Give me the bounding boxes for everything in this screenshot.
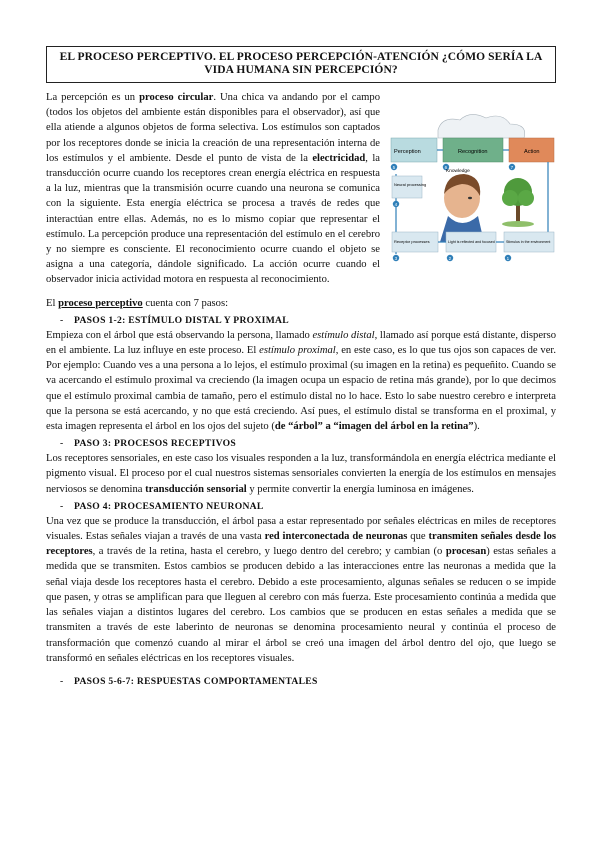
svg-text:7: 7: [510, 165, 514, 170]
svg-text:4: 4: [394, 202, 398, 207]
svg-text:3: 3: [394, 256, 398, 261]
diagram-svg: [388, 112, 556, 280]
section-heading-step-4: - PASO 4: PROCESAMIENTO NEURONAL: [60, 500, 264, 512]
neural-processing-box: [392, 176, 422, 198]
svg-text:Stimulus in the environment: Stimulus in the environment: [506, 240, 551, 244]
intro-paragraph: La percepción es un proceso circular. Una chica va andando por el campo (todos los objetos del ambiente están disponibles para el observador), así que ella atiende a algunos objetos de forma selectiva. Los estímulos son captados por los receptores donde se inicia la creación de una representación interna de los estímulos y el ambiente. Desde el punto de vista de la electricidad, la transducción ocurre cuando los receptores crean energía eléctrica en respuesta a la luz, mientras que la transmisión ocurre cuando una neurona se comunica con la siguiente. Esta energía eléctrica se procesa a través de redes que interactúan entre ellas. Además, no es lo mismo copiar que representar el estímulo. La percepción produce una representación del estímulo en el cerebro y no siempre es consciente. El reconocimiento ocurre cuando el objeto se asigna a una categoría, dándole significado. La acción ocurre cuando el observador inicia actividad motora en respuesta al reconocimiento.: [46, 92, 380, 286]
svg-text:Light is reflected and focused: Light is reflected and focused: [448, 240, 495, 244]
section-heading-steps-1-2: - PASOS 1-2: ESTÍMULO DISTAL Y PROXIMAL: [60, 314, 289, 326]
steps-intro: El proceso perceptivo cuenta con 7 pasos:: [46, 297, 229, 309]
svg-text:5: 5: [392, 165, 396, 170]
section-4-body: Una vez que se produce la transducción, el árbol pasa a estar representado por señales eléctricas en miles de receptores visuales. Estas señales viajan a través de una vasta red interconectada de neuronas que transmiten señales desde los receptores, a través de la retina, hasta el cerebro, y luego dentro del cerebro; y cambian (o procesan) estas señales a medida que se transmiten. Estos cambios se producen debido a las interacciones entre las neuronas a medida que la señal viaja desde los receptores hasta el cerebro. Debido a este procesamiento, algunas señales se reducen o se impide que pasen, y otras se amplifican para que lleguen al cerebro con más fuerza. Este procesamiento continúa a medida que las señales viajan a distintos lugares del cerebro. Los cambios que se producen en estas señales a medida que se transmiten a través de este laberinto de neuronas se denomina procesamiento neural y continúa el proceso de transformación que comenzó cuando al mirar el árbol se creó una imagen del árbol dentro del ojo, que luego se transformó en señales eléctricas en los receptores visuales.: [46, 515, 557, 664]
action-label: Action: [524, 149, 540, 155]
knowledge-label: Knowledge: [446, 169, 470, 174]
section-heading-step-3: - PASO 3: PROCESOS RECEPTIVOS: [60, 438, 237, 450]
section-heading-steps-5-6-7: - PASOS 5-6-7: RESPUESTAS COMPORTAMENTALES: [60, 675, 318, 687]
section-1-2-body: Empieza con el árbol que está observando la persona, llamado estímulo distal, llamado así porque está distante, disperso en el ambiente. La luz influye en este proceso. El estímulo proximal, en este caso, es lo que tus ojos son capaces de ver. Por ejemplo: Cuando ves a una persona a lo lejos, el estímulo proximal (su imagen en la retina) es pequeñito. Cuando se va acercando el estímulo proximal va creciendo (la imagen ocupa un espacio de retina más grande), por lo que decimos que el estímulo proximal cambia de tamaño, pero el estímulo distal no lo hace. Esto lo sabe nuestro cerebro e interpreta que la persona se está acercando, y no que está creciendo. Así pues, el estímulo distal se transforma en el proximal, y esta imagen representa el árbol en los ojos del sujeto (de “árbol” a “imagen del árbol en la retina”).: [46, 329, 557, 433]
document-page: [46, 46, 556, 689]
perceptual-process-diagram: [388, 112, 556, 280]
svg-text:1: 1: [506, 256, 510, 261]
svg-text:Neural processing: Neural processing: [394, 182, 427, 187]
svg-text:Receptor processes: Receptor processes: [394, 239, 430, 244]
perception-label: Perception: [394, 149, 421, 155]
page-title: EL PROCESO PERCEPTIVO. EL PROCESO PERCEPCIÓN-ATENCIÓN ¿CÓMO SERÍA LA VIDA HUMANA SIN PERCEPCIÓN?: [46, 46, 556, 83]
svg-text:6: 6: [444, 165, 448, 170]
svg-text:2: 2: [448, 256, 452, 261]
section-3-body: Los receptores sensoriales, en este caso los visuales responden a la luz, transformándola en energía eléctrica mediante el pigmento visual. El proceso por el cual nuestros sistemas sensoriales convierten la energía de los estímulos en mensajes nerviosos se denomina transducción sensorial y permite convertir la energía luminosa en imágenes.: [46, 453, 556, 495]
recognition-label: Recognition: [458, 149, 488, 155]
